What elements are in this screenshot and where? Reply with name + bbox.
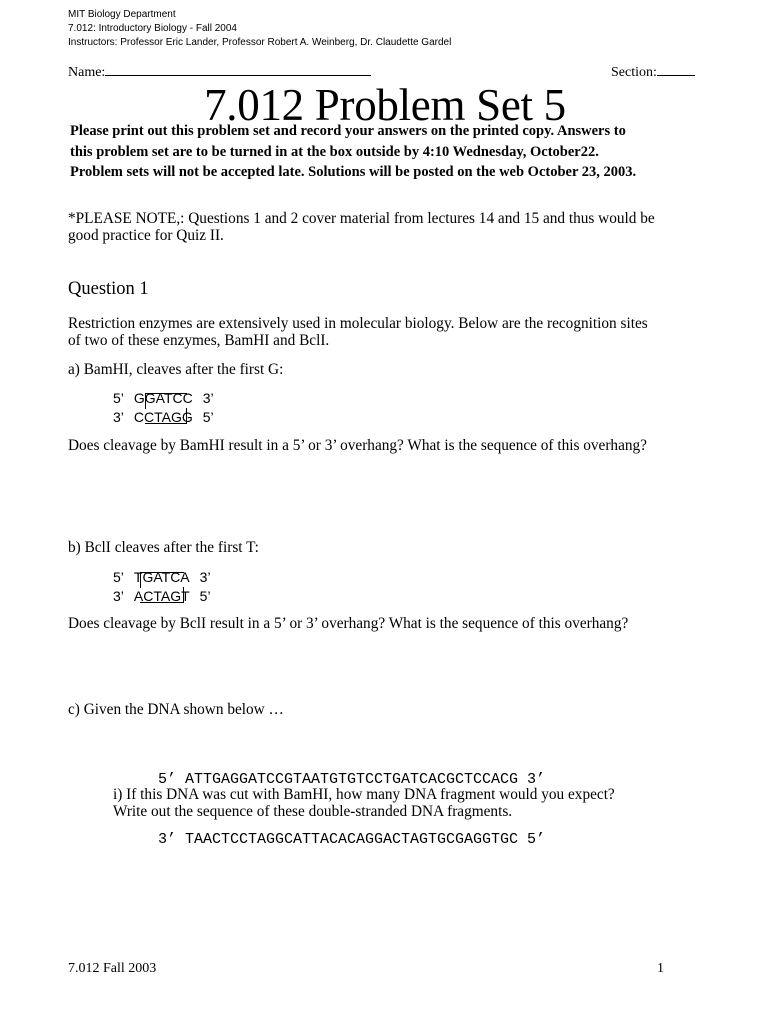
question-1-intro (68, 315, 648, 349)
bamhi-cut-top (145, 393, 187, 409)
part-b-question: Does cleavage by BclI result in a 5’ or 3’ overhang? What is the sequence of this overhang? (68, 615, 629, 632)
section-label: Section: (611, 65, 657, 80)
instruction-line: this problem set are to be turned in at the box outside by 4:10 Wednesday, October22. (70, 143, 599, 160)
bcli-top-strand: 5’ TGATCA 3’ (113, 569, 211, 585)
course-line: 7.012: Introductory Biology - Fall 2004 (68, 23, 237, 34)
bamhi-bottom-strand: 3’ CCTAGG 5’ (113, 409, 214, 425)
part-c-label: c) Given the DNA shown below … (68, 701, 284, 718)
footer-course: 7.012 Fall 2003 (68, 961, 157, 976)
document-header (68, 8, 451, 50)
part-b-label: b) BclI cleaves after the first T: (68, 539, 259, 556)
bamhi-top-strand: 5’ GGATCC 3’ (113, 390, 214, 406)
bcli-cut-bottom (140, 587, 184, 603)
part-c-i (113, 786, 615, 820)
note (68, 210, 655, 244)
instruction-line: Please print out this problem set and record your answers on the printed copy. Answers to (70, 123, 626, 139)
bcli-cut-top (140, 572, 184, 588)
name-label: Name: (68, 65, 106, 80)
page-title: 7.012 Problem Set 5 (204, 80, 566, 130)
dna-top-strand: 5’ ATTGAGGATCCGTAATGTGTCCTGATCACGCTCCACG 3’ (158, 771, 546, 788)
part-c-i-line: i) If this DNA was cut with BamHI, how many DNA fragment would you expect? (113, 786, 615, 803)
bcli-bottom-sequence: ACTAGT (133, 588, 190, 604)
instruction-line: Problem sets will not be accepted late. Solutions will be posted on the web October 23, 2003. (70, 164, 637, 180)
bamhi-cut-bottom (145, 408, 187, 424)
part-a-label: a) BamHI, cleaves after the first G: (68, 361, 284, 378)
section-field (611, 63, 695, 81)
note-line: *PLEASE NOTE,: Questions 1 and 2 cover material from lectures 14 and 15 and thus would be (68, 210, 655, 227)
bcli-bottom-strand: 3’ ACTAGT 5’ (113, 588, 211, 604)
name-blank (105, 63, 371, 76)
intro-line: of two of these enzymes, BamHI and BclI. (68, 332, 330, 349)
intro-line: Restriction enzymes are extensively used in molecular biology. Below are the recognition sites (68, 315, 648, 332)
dna-bottom-strand: 3’ TAACTCCTAGGCATTACACAGGACTAGTGCGAGGTGC 5’ (158, 831, 546, 848)
instructions (70, 121, 636, 183)
bamhi-top-sequence: GGATCC (133, 390, 193, 406)
part-a-question: Does cleavage by BamHI result in a 5’ or 3’ overhang? What is the sequence of this overhang? (68, 437, 647, 454)
note-line: good practice for Quiz II. (68, 227, 224, 244)
bcli-top-sequence: TGATCA (133, 569, 190, 585)
bamhi-bottom-sequence: CCTAGG (133, 409, 193, 425)
name-field (68, 63, 371, 81)
instructors-line: Instructors: Professor Eric Lander, Professor Robert A. Weinberg, Dr. Claudette Gardel (68, 37, 452, 48)
part-c-i-line: Write out the sequence of these double-stranded DNA fragments. (113, 803, 513, 820)
question-1-heading: Question 1 (68, 279, 149, 299)
section-blank (657, 63, 695, 76)
page-number: 1 (657, 961, 664, 976)
department-line: MIT Biology Department (68, 9, 176, 20)
